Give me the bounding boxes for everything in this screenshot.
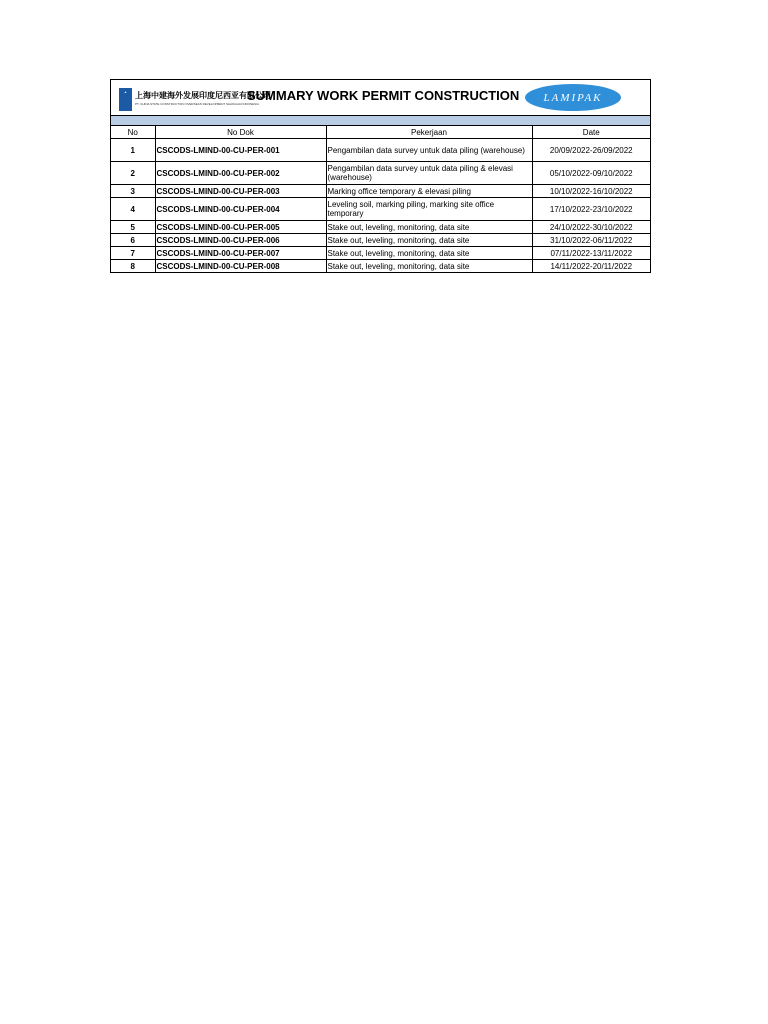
cell-no-dok: CSCODS-LMIND-00-CU-PER-006	[155, 234, 326, 247]
cell-date: 31/10/2022-06/11/2022	[532, 234, 650, 247]
cell-pekerjaan: Stake out, leveling, monitoring, data site	[326, 247, 532, 260]
cell-no-dok: CSCODS-LMIND-00-CU-PER-005	[155, 221, 326, 234]
table-row	[111, 185, 650, 198]
cell-no: 2	[111, 162, 155, 185]
table-row	[111, 139, 650, 162]
cell-no: 4	[111, 198, 155, 221]
cell-date: 14/11/2022-20/11/2022	[532, 260, 650, 273]
table-row	[111, 247, 650, 260]
cell-date: 17/10/2022-23/10/2022	[532, 198, 650, 221]
cell-pekerjaan: Stake out, leveling, monitoring, data site	[326, 234, 532, 247]
work-permit-sheet	[110, 79, 651, 273]
company-name-en: PT. CHINA STATE CONSTRUCTION OVERSEAS DEVELOPMENT SHANGHAI INDONESIA	[135, 102, 260, 106]
cell-pekerjaan: Stake out, leveling, monitoring, data site	[326, 221, 532, 234]
cell-date: 10/10/2022-16/10/2022	[532, 185, 650, 198]
table-header-row	[111, 126, 650, 139]
client-logo: LAMIPAK	[525, 84, 621, 111]
cell-no: 7	[111, 247, 155, 260]
cell-no-dok: CSCODS-LMIND-00-CU-PER-002	[155, 162, 326, 185]
column-header-date: Date	[532, 126, 650, 139]
cell-no: 3	[111, 185, 155, 198]
cell-no: 8	[111, 260, 155, 273]
cell-no: 5	[111, 221, 155, 234]
cell-no: 6	[111, 234, 155, 247]
cell-no-dok: CSCODS-LMIND-00-CU-PER-004	[155, 198, 326, 221]
cell-no-dok: CSCODS-LMIND-00-CU-PER-003	[155, 185, 326, 198]
cell-pekerjaan: Stake out, leveling, monitoring, data site	[326, 260, 532, 273]
cell-no: 1	[111, 139, 155, 162]
sheet-header	[111, 80, 650, 116]
table-row	[111, 221, 650, 234]
cell-no-dok: CSCODS-LMIND-00-CU-PER-001	[155, 139, 326, 162]
cell-date: 05/10/2022-09/10/2022	[532, 162, 650, 185]
cell-pekerjaan: Pengambilan data survey untuk data piling (warehouse)	[326, 139, 532, 162]
company-logo-mark-icon: ▲	[119, 88, 132, 111]
cell-date: 24/10/2022-30/10/2022	[532, 221, 650, 234]
table-row	[111, 234, 650, 247]
cell-no-dok: CSCODS-LMIND-00-CU-PER-008	[155, 260, 326, 273]
permit-table	[111, 126, 650, 272]
column-header-pekerjaan: Pekerjaan	[326, 126, 532, 139]
table-row	[111, 162, 650, 185]
company-name-cn: 上海中建海外发展印度尼西亚有限公司	[135, 91, 271, 100]
column-header-no-dok: No Dok	[155, 126, 326, 139]
cell-date: 07/11/2022-13/11/2022	[532, 247, 650, 260]
table-row	[111, 198, 650, 221]
cell-no-dok: CSCODS-LMIND-00-CU-PER-007	[155, 247, 326, 260]
column-header-no: No	[111, 126, 155, 139]
cell-pekerjaan: Pengambilan data survey untuk data piling & elevasi (warehouse)	[326, 162, 532, 185]
table-row	[111, 260, 650, 273]
cell-pekerjaan: Leveling soil, marking piling, marking site office temporary	[326, 198, 532, 221]
cell-pekerjaan: Marking office temporary & elevasi piling	[326, 185, 532, 198]
header-band	[111, 116, 650, 126]
cell-date: 20/09/2022-26/09/2022	[532, 139, 650, 162]
company-logo	[119, 88, 271, 112]
document-title: SUMMARY WORK PERMIT CONSTRUCTION	[247, 88, 520, 103]
